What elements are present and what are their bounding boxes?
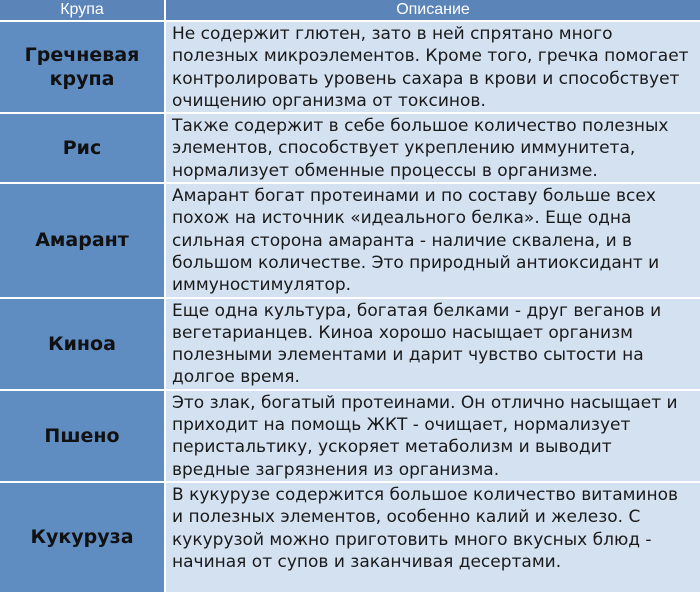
table-row	[0, 113, 700, 183]
grain-description-cell	[165, 482, 700, 593]
grain-description-cell	[165, 298, 700, 390]
grain-name: Гречневая крупа	[24, 44, 140, 91]
grain-description: Это злак, богатый протеинами. Он отлично насыщает и приходит на помощь ЖКТ - очищает, нормализует перистальтику, ускоряет метаболизм и выводит вредные загрязнения из организма.	[172, 392, 678, 480]
grain-name: Рис	[62, 137, 102, 160]
grain-description-cell	[165, 21, 700, 113]
grain-name-cell	[0, 183, 165, 297]
table-row	[0, 482, 700, 593]
grain-description: Также содержит в себе большое количество полезных элементов, способствует укреплению иммунитета, нормализует обменные процессы в организме.	[172, 116, 669, 181]
grain-name: Пшено	[44, 424, 120, 447]
table-header-row	[0, 0, 700, 21]
table-row	[0, 21, 700, 113]
grain-description: Еще одна культура, богатая белками - друг веганов и вегетарианцев. Киноа хорошо насыщает организм полезными элементами и дарит чувство сытости на долгое время.	[172, 300, 662, 388]
grain-name: Кукуруза	[30, 526, 134, 549]
grain-name-cell	[0, 113, 165, 183]
grain-name: Амарант	[35, 229, 129, 252]
grain-name-cell	[0, 298, 165, 390]
grain-name-cell	[0, 390, 165, 482]
grain-description: Не содержит глютен, зато в ней спрятано много полезных микроэлементов. Кроме того, гречка помогает контролировать уровень сахара в крови и способствует очищению организма от токсинов.	[172, 24, 689, 111]
table-row	[0, 390, 700, 482]
grain-description: Амарант богат протеинами и по составу больше всех похож на источник «идеального белка». Еще одна сильная сторона амаранта - наличие сквалена, и в большом количестве. Это природный антиоксидант и иммуностимулятор.	[172, 186, 660, 296]
table-row	[0, 183, 700, 297]
grain-name-cell	[0, 482, 165, 593]
grain-description-cell	[165, 390, 700, 482]
column-header-grain: Крупа	[0, 0, 165, 21]
grain-name: Киноа	[48, 332, 116, 355]
grain-description: В кукурузе содержится большое количество витаминов и полезных элементов, особенно калий и железо. С кукурузой можно приготовить много вкусных блюд - начиная от супов и заканчивая десертами.	[172, 484, 679, 572]
column-header-description: Описание	[165, 0, 700, 21]
grain-name-cell	[0, 21, 165, 113]
table-row	[0, 298, 700, 390]
grain-description-cell	[165, 183, 700, 297]
grain-description-cell	[165, 113, 700, 183]
